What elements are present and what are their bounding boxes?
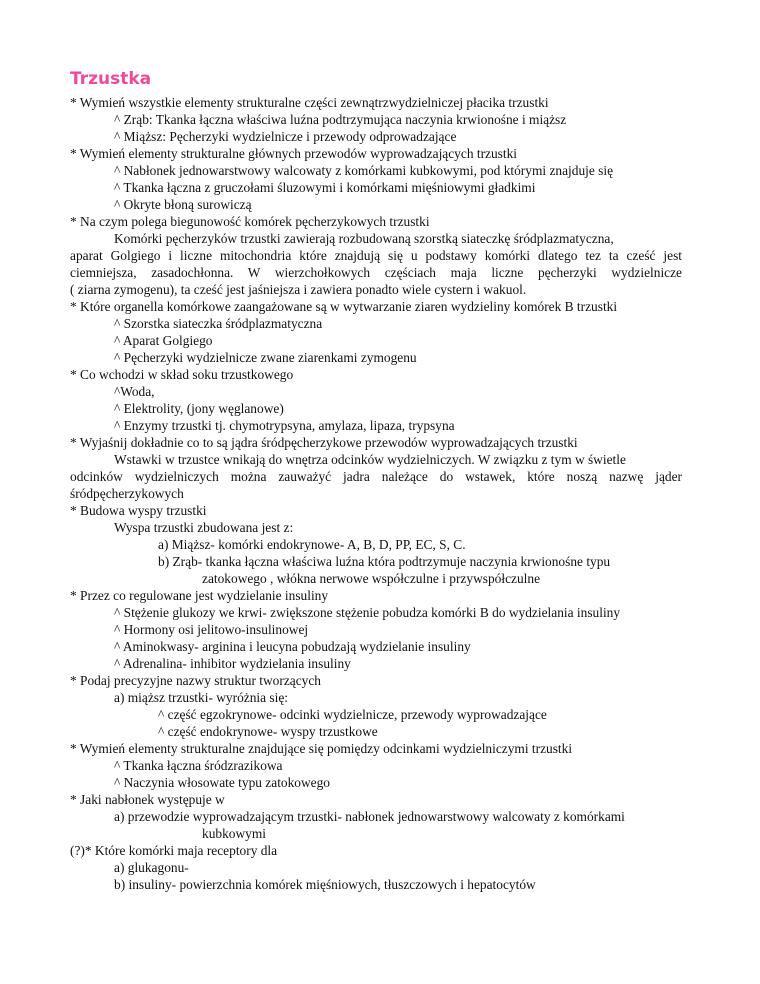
- answer-islet-stroma-cont: zatokowego , włókna nerwowe współczulne i przywspółczulne: [202, 571, 541, 586]
- question-insulin-regulation: * Przez co regulowane jest wydzielanie insuliny: [70, 588, 329, 603]
- answer-duct-epithelium: a) przewodzie wyprowadzającym trzustki- nabłonek jednowarstwowy walcowaty z komórkami: [114, 809, 625, 824]
- answer-sinusoidal-capillaries: ^ Naczynia włosowate typu zatokowego: [114, 775, 331, 790]
- answer-electrolytes: ^ Elektrolity, (jony węglanowe): [114, 401, 284, 416]
- question-structural-elements-exocrine: * Wymień wszystkie elementy strukturalne części zewnątrzwydzielniczej płacika trzustki: [70, 95, 549, 110]
- answer-intralobular-tissue: ^ Tkanka łączna śródzrazikowa: [114, 758, 283, 773]
- paragraph-polarity-line-4: ( ziarna zymogenu), ta cześć jest jaśniejsza i zawiera ponadto wiele cystern i wakuol.: [70, 282, 527, 297]
- answer-golgi: ^ Aparat Golgiego: [114, 333, 213, 348]
- question-centroacinar-nuclei: * Wyjaśnij dokładnie co to są jądra śródpęcherzykowe przewodów wyprowadzających trzustki: [70, 435, 578, 450]
- answer-islet-stroma: b) Zrąb- tkanka łączna właściwa luźna która podtrzymuje naczynia krwionośne typu: [158, 554, 611, 569]
- paragraph-polarity-line-2: aparat Golgiego i liczne mitochondria które znajdują się u podstawy komórki dlatego tez ta cześć jest: [70, 248, 682, 263]
- answer-serosa: ^ Okryte błoną surowiczą: [114, 197, 252, 212]
- question-main-ducts-elements: * Wymień elementy strukturalne głównych przewodów wyprowadzających trzustki: [70, 146, 518, 161]
- paragraph-centroacinar-line-1: Wstawki w trzustce wnikają do wnętrza odcinków wydzielniczych. W związku z tym w świetle: [114, 452, 626, 467]
- question-cell-polarity: * Na czym polega biegunowość komórek pęcherzykowych trzustki: [70, 214, 430, 229]
- document-title: Trzustka: [70, 69, 152, 89]
- answer-glucagon: a) glukagonu-: [114, 860, 189, 875]
- answer-incretin-hormones: ^ Hormony osi jelitowo-insulinowej: [114, 622, 309, 637]
- answer-glucose: ^ Stężenie glukozy we krwi- zwiększone stężenie pobudza komórki B do wydzielania insuliny: [114, 605, 621, 620]
- answer-parenchyma: ^ Miąższ: Pęcherzyki wydzielnicze i przewody odprowadzające: [114, 129, 457, 144]
- paragraph-polarity-line-3: ciemniejsza, zasadochłonna. W wierzchołkowych częściach maja liczne pęcherzyki wydzielnicze: [70, 265, 682, 280]
- answer-parenchyma-parts: a) miąższ trzustki- wyróżnia się:: [114, 690, 289, 705]
- answer-epithelium: ^ Nabłonek jednowarstwowy walcowaty z komórkami kubkowymi, pod którymi znajduje się: [114, 163, 614, 178]
- answer-water: ^Woda,: [114, 384, 155, 399]
- answer-stroma: ^ Zrąb: Tkanka łączna właściwa luźna podtrzymująca naczynia krwionośne i miąższ: [114, 112, 567, 127]
- answer-exocrine-part: ^ część egzokrynowe- odcinki wydzielnicze, przewody wyprowadzające: [158, 707, 547, 722]
- answer-amino-acids: ^ Aminokwasy- arginina i leucyna pobudzają wydzielanie insuliny: [114, 639, 471, 654]
- answer-insulin: b) insuliny- powierzchnia komórek mięśniowych, tłuszczowych i hepatocytów: [114, 877, 536, 892]
- question-organelles: * Które organella komórkowe zaangażowane są w wytwarzanie ziaren wydzieliny komórek B trzustki: [70, 299, 618, 314]
- paragraph-polarity-line-1: Komórki pęcherzyków trzustki zawierają rozbudowaną szorstką siateczkę śródplazmatyczna,: [114, 231, 614, 246]
- paragraph-centroacinar-line-2: odcinków wydzielniczych można zauważyć jadra należące do wstawek, które noszą nazwę jąder: [70, 469, 682, 484]
- answer-islet-parenchyma: a) Miąższ- komórki endokrynowe- A, B, D, PP, EC, S, C.: [158, 537, 466, 552]
- answer-connective-tissue: ^ Tkanka łączna z gruczołami śluzowymi i komórkami mięśniowymi gładkimi: [114, 180, 536, 195]
- answer-duct-epithelium-cont: kubkowymi: [202, 826, 266, 841]
- paragraph-centroacinar-line-3: śródpęcherzykowych: [70, 486, 184, 501]
- answer-enzymes: ^ Enzymy trzustki tj. chymotrypsyna, amylaza, lipaza, trypsyna: [114, 418, 455, 433]
- paragraph-islet-intro: Wyspa trzustki zbudowana jest z:: [114, 520, 294, 535]
- answer-adrenaline: ^ Adrenalina- inhibitor wydzielania insuliny: [114, 656, 351, 671]
- answer-rough-er: ^ Szorstka siateczka śródplazmatyczna: [114, 316, 323, 331]
- question-receptors: (?)* Które komórki maja receptory dla: [70, 843, 278, 858]
- question-structure-names: * Podaj precyzyjne nazwy struktur tworzących: [70, 673, 321, 688]
- question-between-secretory-units: * Wymień elementy strukturalne znajdujące się pomiędzy odcinkami wydzielniczymi trzustki: [70, 741, 573, 756]
- answer-endocrine-part: ^ część endokrynowe- wyspy trzustkowe: [158, 724, 378, 739]
- answer-zymogen-vesicles: ^ Pęcherzyki wydzielnicze zwane ziarenkami zymogenu: [114, 350, 417, 365]
- question-epithelium-type: * Jaki nabłonek występuje w: [70, 792, 225, 807]
- question-islet-structure: * Budowa wyspy trzustki: [70, 503, 207, 518]
- question-pancreatic-juice: * Co wchodzi w skład soku trzustkowego: [70, 367, 294, 382]
